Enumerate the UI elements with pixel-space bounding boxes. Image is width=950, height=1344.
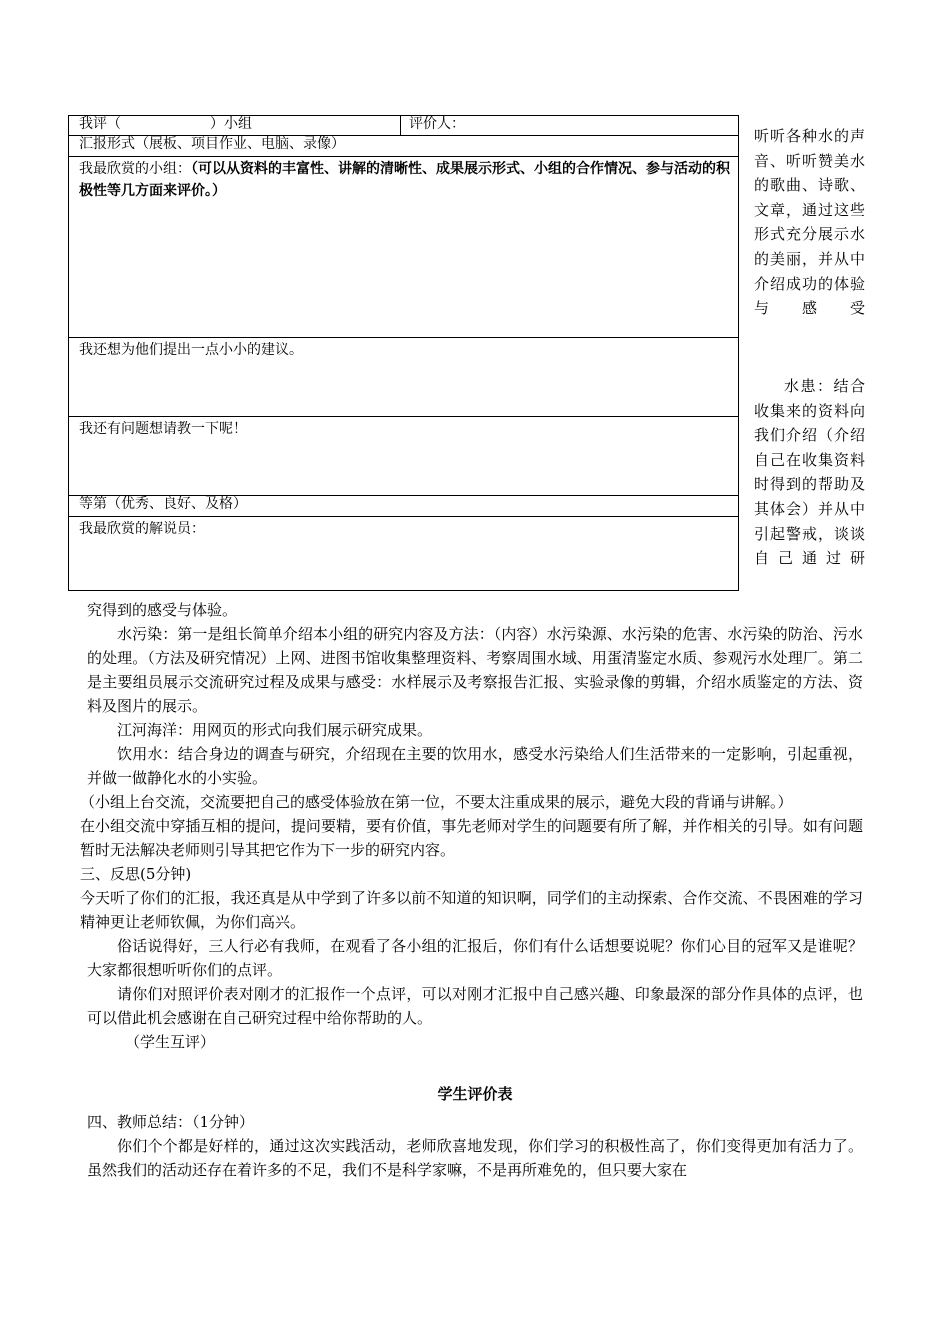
paragraph-water-pollution: 水污染：第一是组长简单介绍本小组的研究内容及方法：（内容）水污染源、水污染的危害、水污染的防治、污水的处理。（方法及研究情况）上网、进图书馆收集整理资料、考察周围水域、用蛋清鉴定水质、参观污水处理厂。第二是主要组员展示交流研究过程及成果与感受：水样展示及考察报告汇报、实验录像的剪辑，介绍水质鉴定的方法、资料及图片的展示。 bbox=[87, 625, 863, 715]
paragraph-teacher-summary: 你们个个都是好样的，通过这次实践活动，老师欣喜地发现，你们学习的积极性高了，你们变得更加有活力了。虽然我们的活动还存在着许多的不足，我们不是科学家嘛，不是再所难免的，但只要大家在 bbox=[87, 1137, 863, 1179]
paragraph-rivers-seas: 江河海洋：用网页的形式向我们展示研究成果。 bbox=[117, 721, 433, 739]
appreciate-note: （可以从资料的丰富性、讲解的清晰性、成果展示形式、小组的合作情况、参与活动的积极性等几方面来评价。） bbox=[79, 161, 730, 199]
side-text-sounds: 听听各种水的声音、听听赞美水的歌曲、诗歌、文章，通过这些形式充分展示水的美丽，并从中介绍成功的体验与感受 bbox=[754, 127, 867, 318]
paragraph-experience: 究得到的感受与体验。 bbox=[87, 601, 238, 619]
cell-divider bbox=[400, 116, 401, 135]
table-row-appreciate bbox=[69, 156, 738, 337]
table-row-grade bbox=[69, 495, 738, 516]
paragraph-group-exchange: （小组上台交流，交流要把自己的感受体验放在第一位，不要太注重成果的展示，避免大段的背诵与讲解。） bbox=[80, 793, 793, 811]
narrator-cell: 我最欣赏的解说员： bbox=[79, 521, 205, 537]
side-text-flood-body: 水患：结合收集来的资料向我们介绍（介绍自己在收集资料时得到的帮助及其体会）并从中引起警戒，谈谈自己通过研 bbox=[754, 377, 867, 568]
table-row-group bbox=[69, 116, 738, 135]
lesson-body bbox=[80, 598, 863, 1182]
paragraph-comment: 请你们对照评价表对刚才的汇报作一个点评，可以对刚才汇报中自己感兴趣、印象最深的部分作具体的点评，也可以借此机会感谢在自己研究过程中给你帮助的人。 bbox=[87, 985, 863, 1027]
group-cell: 我评（ ）小组 bbox=[79, 116, 253, 132]
paragraph-proverb: 俗话说得好，三人行必有我师，在观看了各小组的汇报后，你们有什么话想要说呢？你们心目的冠军又是谁呢？大家都很想听听你们的点评。 bbox=[87, 937, 863, 979]
grade-cell: 等第（优秀、良好、及格） bbox=[79, 496, 247, 512]
appreciate-cell bbox=[79, 158, 730, 202]
table-row-suggestion bbox=[69, 337, 738, 416]
paragraph-drinking-water: 饮用水：结合身边的调查与研究，介绍现在主要的饮用水，感受水污染给人们生活带来的一定影响，引起重视，并做一做静化水的小实验。 bbox=[87, 745, 863, 787]
heading-teacher-summary: 四、教师总结：（1分钟） bbox=[87, 1113, 255, 1131]
paragraph-questioning: 在小组交流中穿插互相的提问，提问要精，要有价值，事先老师对学生的问题要有所了解，并作相关的引导。如有问题暂时无法解决老师则引导其把它作为下一步的研究内容。 bbox=[80, 817, 863, 859]
suggestion-cell: 我还想为他们提出一点小小的建议。 bbox=[79, 342, 303, 358]
student-evaluation-table bbox=[68, 115, 739, 591]
question-cell: 我还有问题想请教一下呢！ bbox=[79, 421, 247, 437]
side-text-flood bbox=[754, 374, 866, 571]
paragraph-peer-review: （学生互评） bbox=[125, 1033, 216, 1051]
paragraph-reflection: 今天听了你们的汇报，我还真是从中学到了许多以前不知道的知识啊，同学们的主动探索、合作交流、不畏困难的学习精神更让老师钦佩，为你们高兴。 bbox=[80, 889, 863, 931]
format-cell: 汇报形式（展板、项目作业、电脑、录像） bbox=[79, 136, 345, 152]
table-row-narrator bbox=[69, 516, 738, 591]
appreciate-label: 我最欣赏的小组： bbox=[79, 161, 191, 177]
heading-reflection: 三、反思(5分钟) bbox=[80, 865, 192, 883]
table-row-question bbox=[69, 416, 738, 495]
evaluator-cell: 评价人： bbox=[409, 116, 465, 132]
table-row-format bbox=[69, 135, 738, 156]
section-title: 学生评价表 bbox=[437, 1085, 513, 1103]
